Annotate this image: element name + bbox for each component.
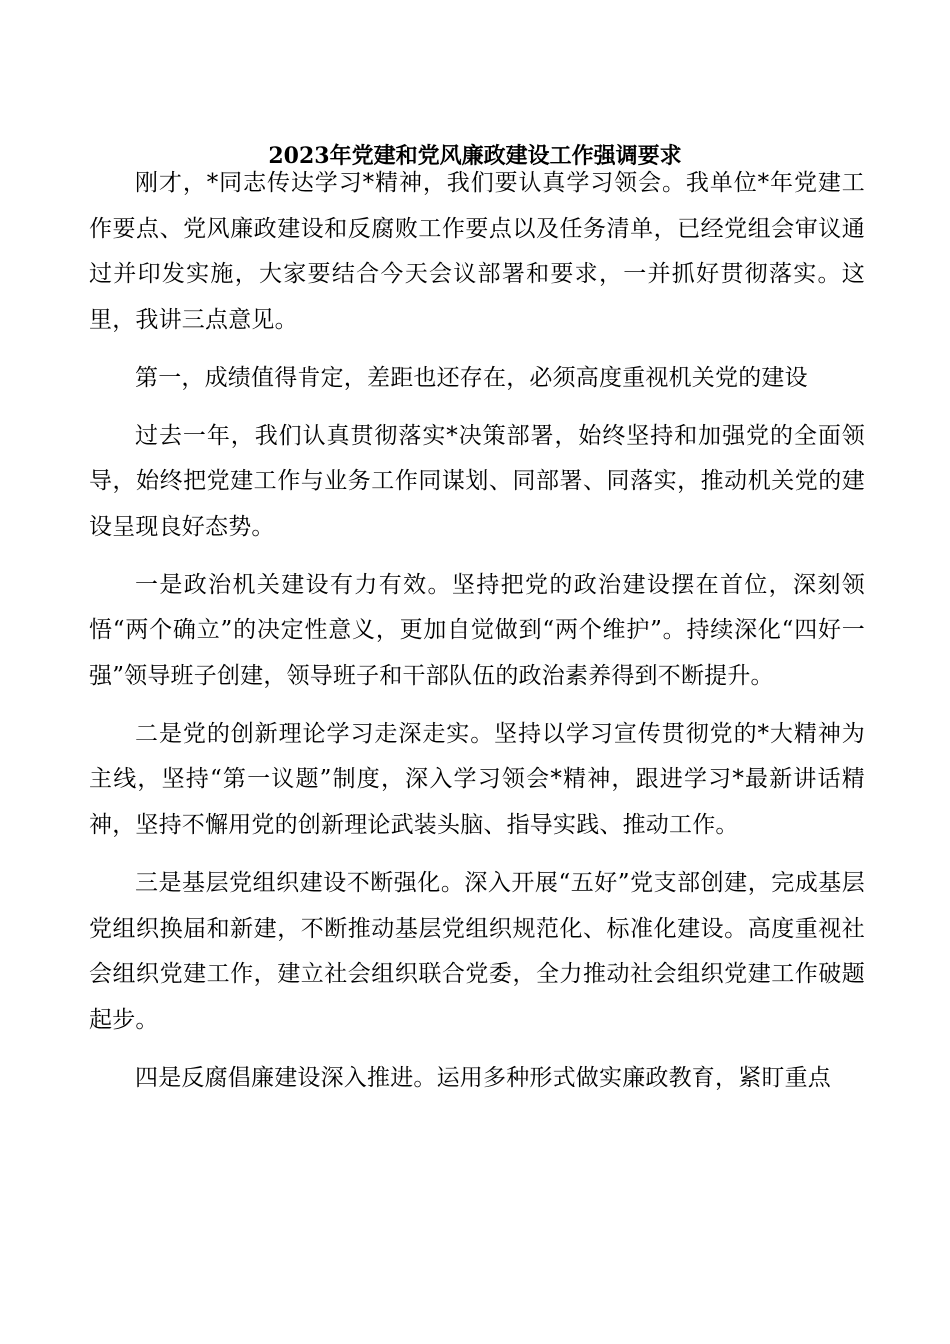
paragraph-review: 过去一年，我们认真贯彻落实*决策部署，始终坚持和加强党的全面领导，始终把党建工作与业务工作同谋划、同部署、同落实，推动机关党的建设呈现良好态势。 [89, 422, 865, 540]
paragraph-point-3: 三是基层党组织建设不断强化。深入开展“五好”党支部创建，完成基层党组织换届和新建，不断推动基层党组织规范化、标准化建设。高度重视社会组织党建工作，建立社会组织联合党委，全力推动社会组织党建工作破题起步。 [89, 869, 865, 1033]
paragraph-point-1: 一是政治机关建设有力有效。坚持把党的政治建设摆在首位，深刻领悟“两个确立”的决定性意义，更加自觉做到“两个维护”。持续深化“四好一强”领导班子创建，领导班子和干部队伍的政治素养得到不断提升。 [89, 571, 865, 690]
document-body [89, 161, 865, 1113]
paragraph-opening: 刚才，*同志传达学习*精神，我们要认真学习领会。我单位*年党建工作要点、党风廉政建设和反腐败工作要点以及任务清单，已经党组会审议通过并印发实施，大家要结合今天会议部署和要求，一并抓好贯彻落实。这里，我讲三点意见。 [89, 170, 865, 334]
paragraph-point-2: 二是党的创新理论学习走深走实。坚持以学习宣传贯彻党的*大精神为主线，坚持“第一议题”制度，深入学习领会*精神，跟进学习*最新讲话精神，坚持不懈用党的创新理论武装头脑、指导实践、推动工作。 [89, 720, 865, 839]
paragraph-point-4: 四是反腐倡廉建设深入推进。运用多种形式做实廉政教育，紧盯重点 [135, 1064, 831, 1091]
document-title: 2023年党建和党风廉政建设工作强调要求 [268, 143, 682, 169]
paragraph-section-heading-1: 第一，成绩值得肯定，差距也还存在，必须高度重视机关党的建设 [135, 364, 808, 391]
